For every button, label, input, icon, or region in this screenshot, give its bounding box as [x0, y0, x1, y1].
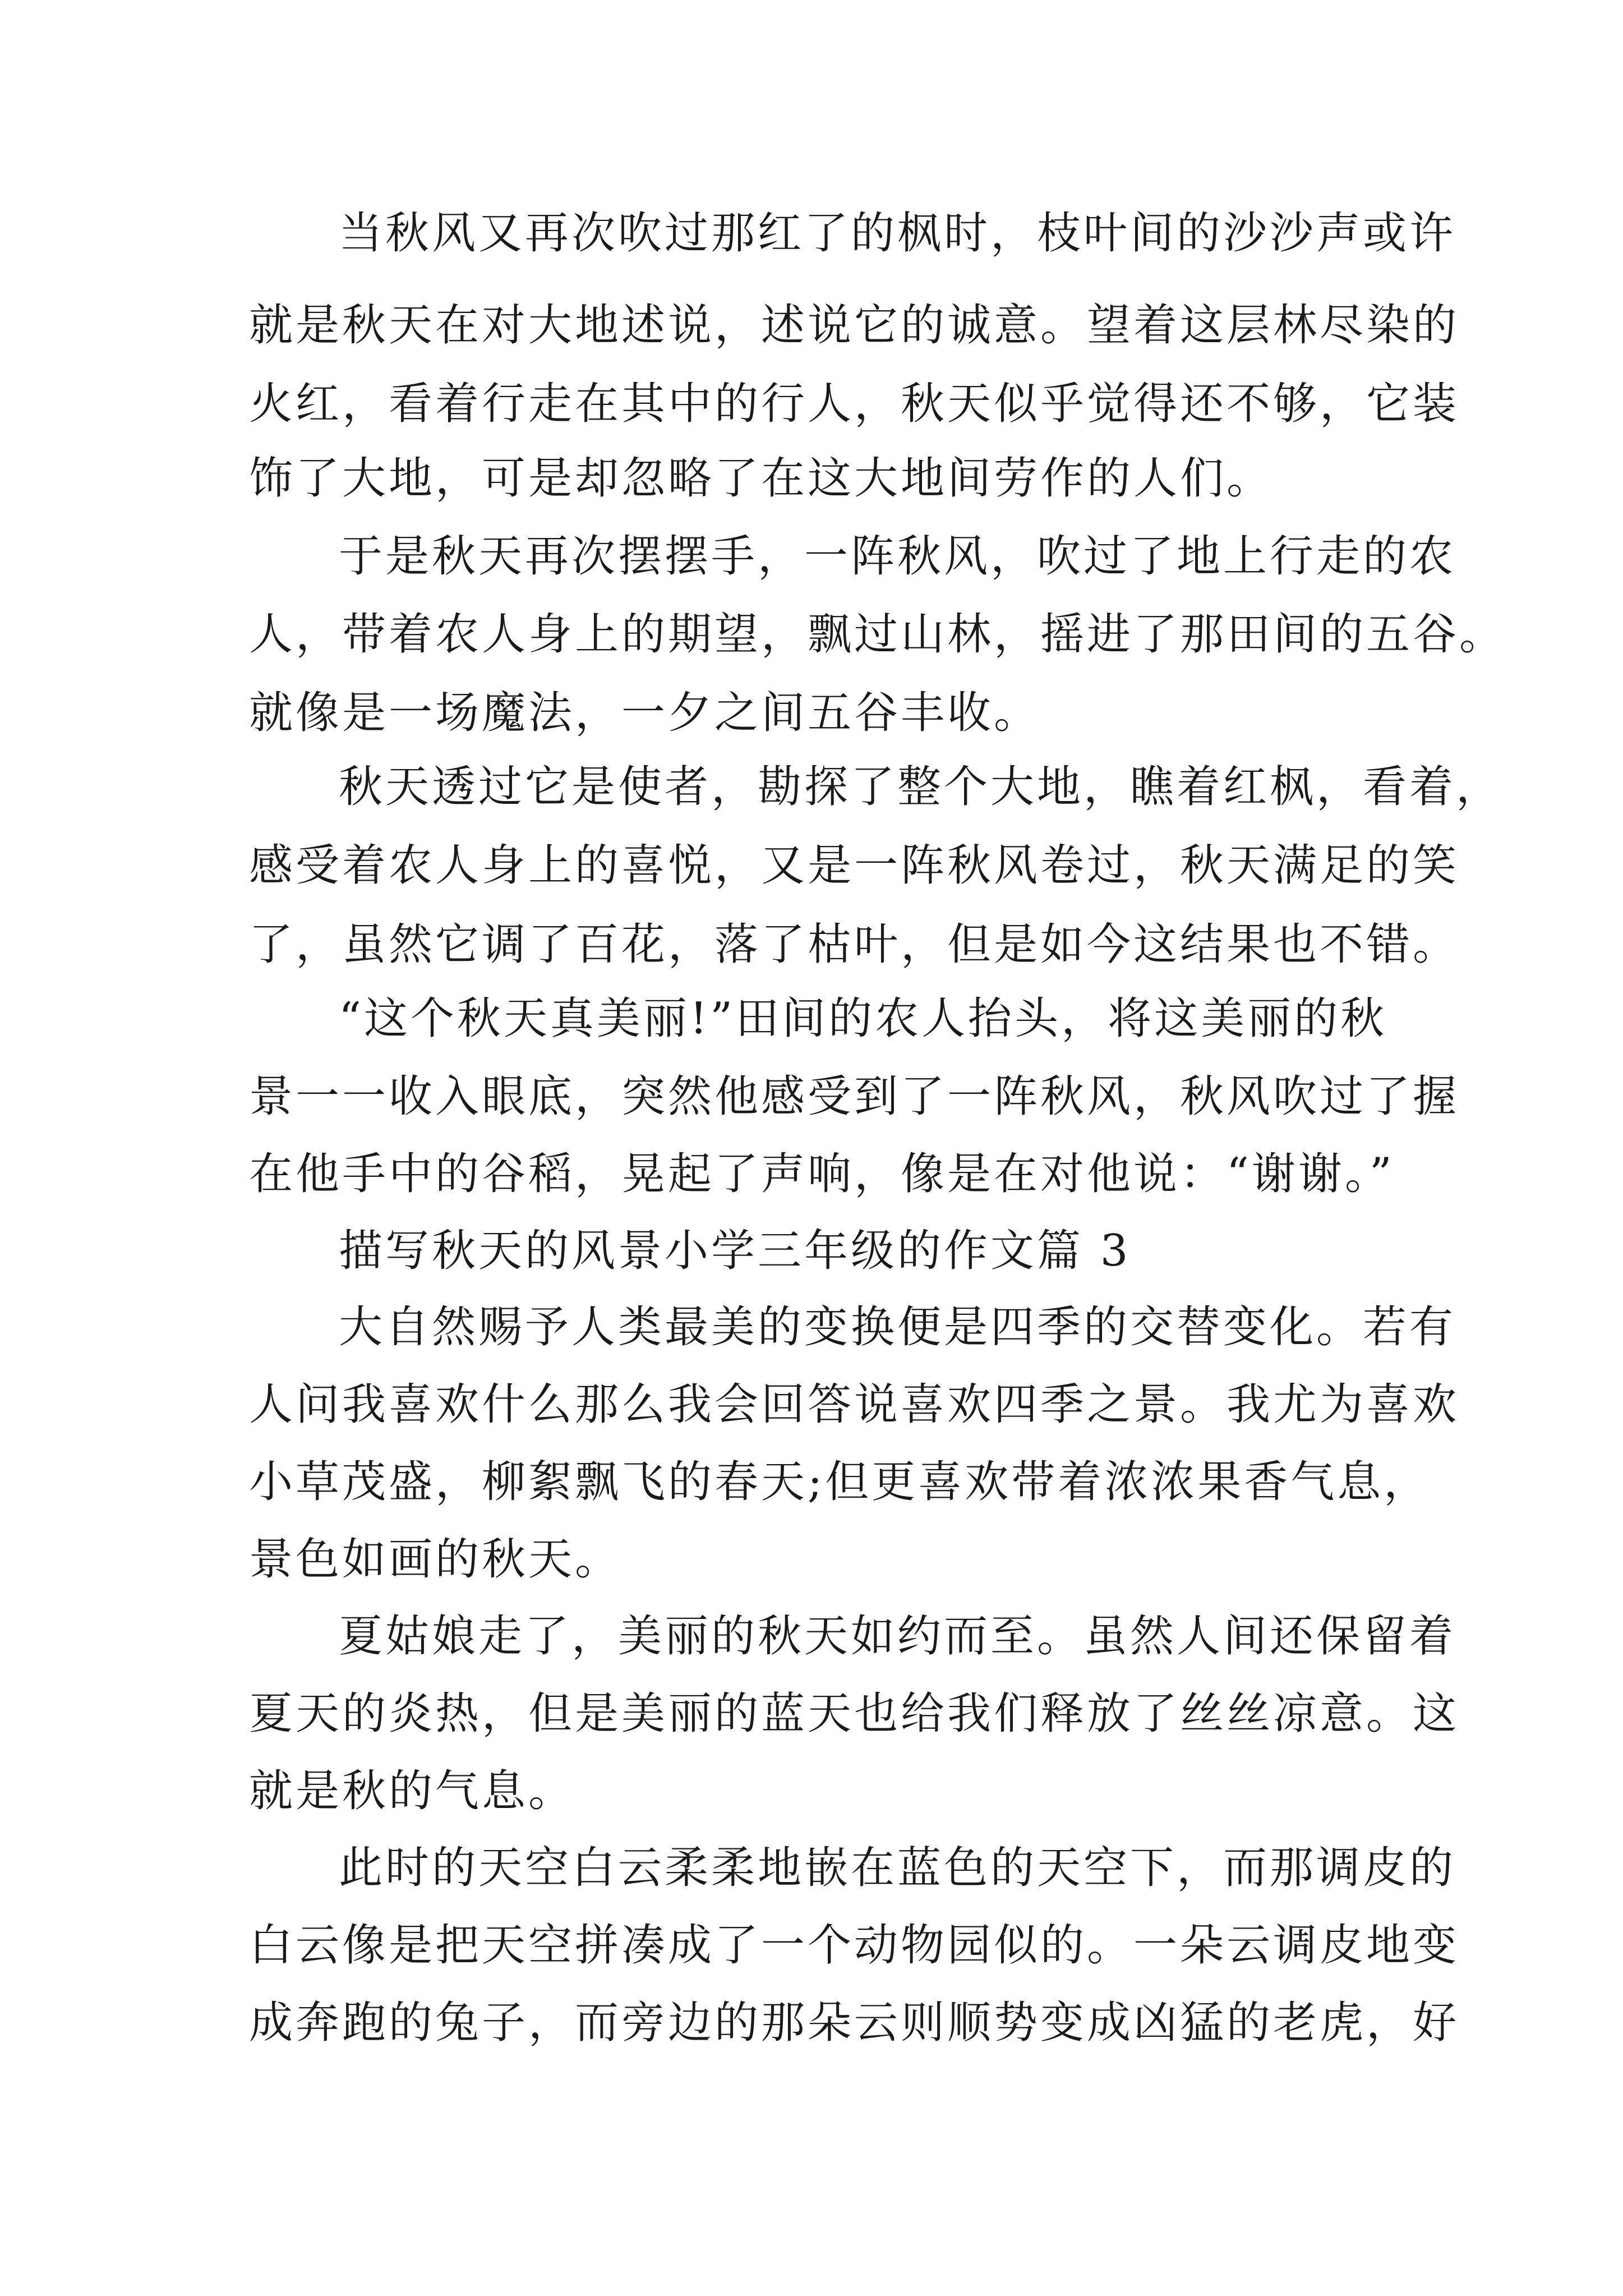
- text-line: 秋天透过它是使者，勘探了整个大地，瞧着红枫，看着，: [339, 762, 1503, 812]
- text-line: 人，带着农人身上的期望，飘过山林，摇进了那田间的五谷。: [249, 609, 1506, 660]
- text-line: 了，虽然它调了百花，落了枯叶，但是如今这结果也不错。: [249, 919, 1460, 970]
- text-line: “这个秋天真美丽!”田间的农人抬头，将这美丽的秋: [339, 993, 1387, 1044]
- text-line: 就像是一场魔法，一夕之间五谷丰收。: [249, 688, 1041, 738]
- text-line: 此时的天空白云柔柔地嵌在蓝色的天空下，而那调皮的: [339, 1843, 1456, 1893]
- text-line: 火红，看着行走在其中的行人，秋天似乎觉得还不够，它装: [249, 379, 1460, 429]
- text-line: 饰了大地，可是却忽略了在这大地间劳作的人们。: [249, 453, 1274, 504]
- text-line: 白云像是把天空拼凑成了一个动物园似的。一朵云调皮地变: [249, 1920, 1460, 1971]
- text-line: 感受着农人身上的喜悦，又是一阵秋风卷过，秋天满足的笑: [249, 840, 1460, 891]
- text-line: 小草茂盛，柳絮飘飞的春天;但更喜欢带着浓浓果香气息，: [249, 1457, 1431, 1507]
- section-heading: 描写秋天的风景小学三年级的作文篇 3: [339, 1226, 1131, 1276]
- text-line: 成奔跑的兔子，而旁边的那朵云则顺势变成凶猛的老虎，好: [249, 1998, 1460, 2048]
- text-line: 于是秋天再次摆摆手，一阵秋风，吹过了地上行走的农: [339, 531, 1456, 582]
- text-line: 夏天的炎热，但是美丽的蓝天也给我们释放了丝丝凉意。这: [249, 1688, 1460, 1739]
- text-line: 景色如画的秋天。: [249, 1534, 622, 1585]
- text-line: 景一一收入眼底，突然他感受到了一阵秋风，秋风吹过了握: [249, 1071, 1460, 1122]
- text-line: 夏姑娘走了，美丽的秋天如约而至。虽然人间还保留着: [339, 1611, 1456, 1662]
- text-line: 就是秋的气息。: [249, 1766, 575, 1816]
- text-line: 就是秋天在对大地述说，述说它的诚意。望着这层林尽染的: [249, 300, 1460, 351]
- text-line: 在他手中的谷稻，晃起了声响，像是在对他说：“谢谢。”: [249, 1149, 1395, 1199]
- text-line: 人问我喜欢什么那么我会回答说喜欢四季之景。我尤为喜欢: [249, 1379, 1460, 1430]
- text-line: 大自然赐予人类最美的变换便是四季的交替变化。若有: [339, 1302, 1456, 1352]
- text-line: 当秋风又再次吹过那红了的枫时，枝叶间的沙沙声或许: [339, 208, 1456, 259]
